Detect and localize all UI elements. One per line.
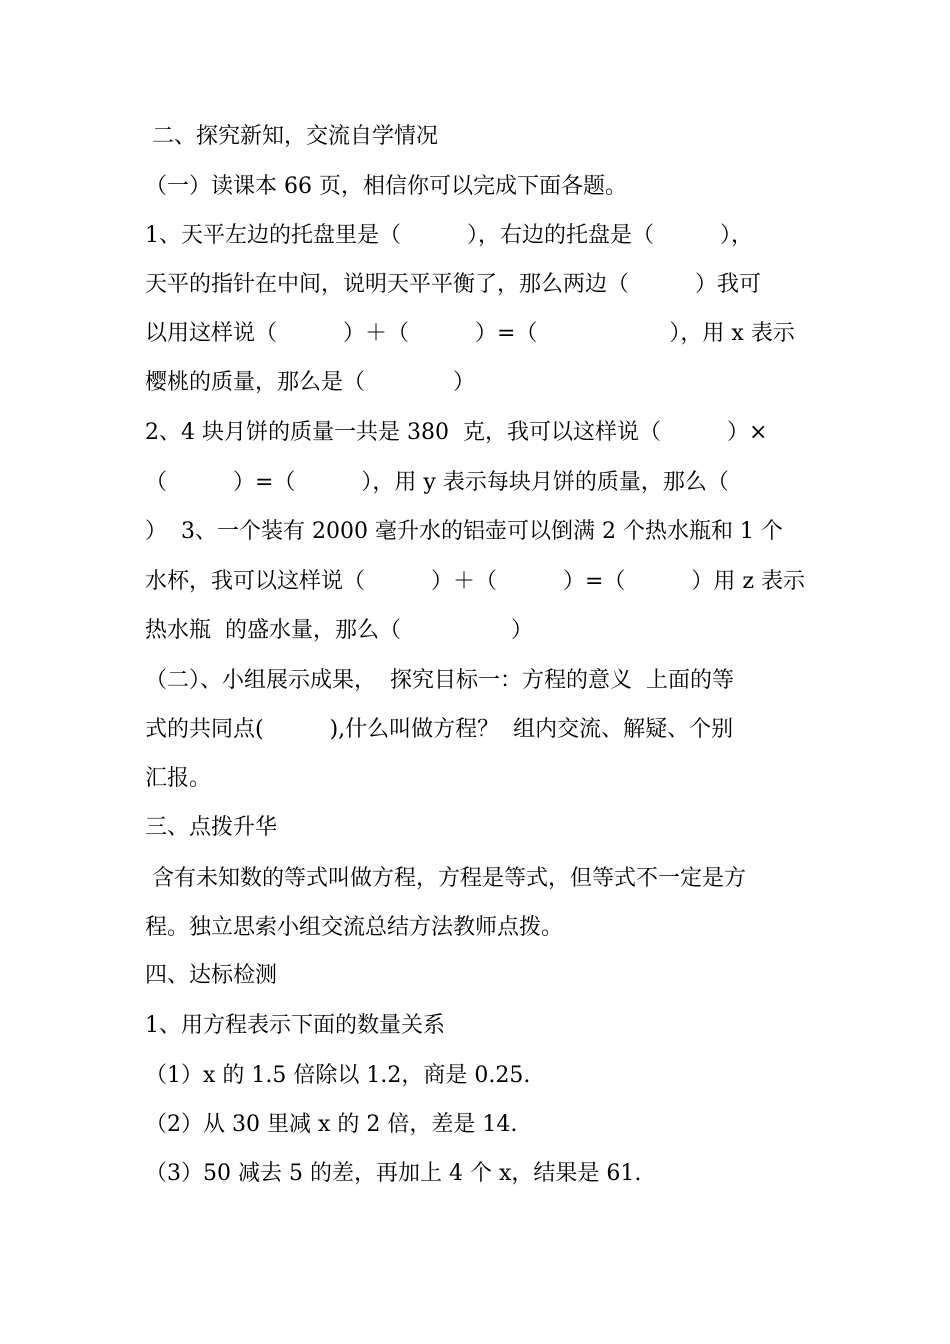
subsection-group-results-line-2: 式的共同点( ),什么叫做方程？ 组内交流、解疑、个别 bbox=[145, 717, 734, 742]
section-heading-assessment: 四、达标检测 bbox=[145, 963, 278, 988]
question-2-line-1: 2、4 块月饼的质量一共是 380 克，我可以这样说（ ）× bbox=[145, 420, 768, 445]
question-2-line-2: （ ）=（ ），用 y 表示每块月饼的质量，那么（ bbox=[145, 470, 729, 495]
question-1-line-1: 1、天平左边的托盘里是（ ），右边的托盘是（ ）， bbox=[145, 223, 753, 248]
question-3-line-1: ） 3、一个装有 2000 毫升水的铝壶可以倒满 2 个热水瓶和 1 个 bbox=[145, 519, 783, 544]
subsection-read-textbook: （一）读课本 66 页，相信你可以完成下面各题。 bbox=[145, 174, 627, 199]
section-heading-guidance: 三、点拨升华 bbox=[145, 815, 278, 840]
subsection-group-results-line-1: （二）、小组展示成果， 探究目标一：方程的意义 上面的等 bbox=[145, 668, 734, 693]
question-1-line-3: 以用这样说（ ）＋（ ）=（ ），用 x 表示 bbox=[145, 321, 795, 346]
subsection-group-results-line-3: 汇报。 bbox=[145, 766, 212, 791]
exercise-1-heading: 1、用方程表示下面的数量关系 bbox=[145, 1013, 445, 1038]
exercise-1-item-2: （2）从 30 里减 x 的 2 倍，差是 14. bbox=[145, 1112, 518, 1137]
question-1-line-4: 樱桃的质量，那么是（ ） bbox=[145, 370, 476, 395]
section-heading-explore: 二、探究新知，交流自学情况 bbox=[145, 124, 438, 149]
question-3-line-3: 热水瓶 的盛水量，那么（ ） bbox=[145, 618, 533, 643]
question-1-line-2: 天平的指针在中间，说明天平平衡了，那么两边（ ）我可 bbox=[145, 272, 762, 297]
question-3-line-2: 水杯，我可以这样说（ ）＋（ ）=（ ）用 z 表示 bbox=[145, 569, 806, 594]
exercise-1-item-1: （1）x 的 1.5 倍除以 1.2，商是 0.25. bbox=[145, 1063, 531, 1088]
exercise-1-item-3: （3）50 减去 5 的差，再加上 4 个 x，结果是 61. bbox=[145, 1161, 642, 1186]
definition-line-2: 程。独立思索小组交流总结方法教师点拨。 bbox=[145, 915, 564, 940]
definition-line-1: 含有未知数的等式叫做方程，方程是等式，但等式不一定是方 bbox=[145, 866, 746, 891]
